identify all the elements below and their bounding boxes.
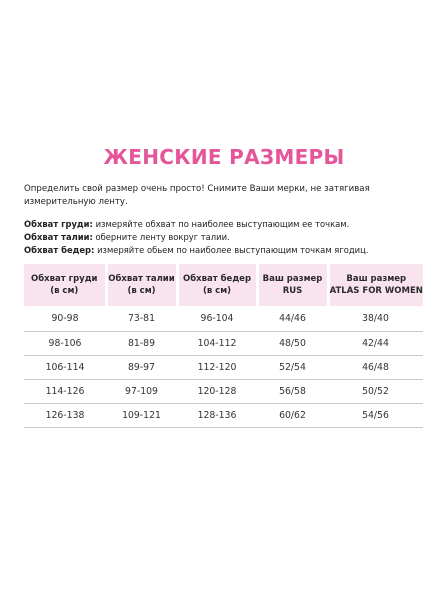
cell-waist: 73-81 <box>106 306 177 332</box>
instruction-text: измеряйте обьем по наиболее выступающим точкам ягодиц. <box>94 245 369 255</box>
cell-size-atlas: 50/52 <box>328 380 423 404</box>
cell-bust: 98-106 <box>24 332 106 356</box>
cell-hips: 104-112 <box>177 332 257 356</box>
page-title: ЖЕНСКИЕ РАЗМЕРЫ <box>103 145 345 169</box>
instruction-text: измеряйте обхват по наиболее выступающим ее точкам. <box>92 219 350 229</box>
cell-hips: 120-128 <box>177 380 257 404</box>
cell-size-atlas: 42/44 <box>328 332 423 356</box>
instruction-waist <box>24 231 434 244</box>
header-bust: Обхват груди (в см) <box>24 264 106 306</box>
size-table <box>24 264 423 428</box>
cell-waist: 89-97 <box>106 356 177 380</box>
instruction-text: оберните ленту вокруг талии. <box>92 232 230 242</box>
instruction-hips <box>24 244 434 257</box>
cell-bust: 114-126 <box>24 380 106 404</box>
header-waist: Обхват талии (в см) <box>106 264 177 306</box>
cell-hips: 96-104 <box>177 306 257 332</box>
intro-text: Определить свой размер очень просто! Снимите Ваши мерки, не затягивая измерительную ленту. <box>24 184 370 207</box>
cell-size-atlas: 38/40 <box>328 306 423 332</box>
table-header-row <box>24 264 423 306</box>
header-size-rus: Ваш размер RUS <box>257 264 328 306</box>
cell-waist: 81-89 <box>106 332 177 356</box>
cell-hips: 112-120 <box>177 356 257 380</box>
cell-size-atlas: 54/56 <box>328 404 423 428</box>
cell-bust: 90-98 <box>24 306 106 332</box>
cell-size-rus: 60/62 <box>257 404 328 428</box>
cell-size-rus: 44/46 <box>257 306 328 332</box>
cell-size-rus: 52/54 <box>257 356 328 380</box>
instruction-bust <box>24 218 434 231</box>
measurement-instructions <box>24 218 434 257</box>
cell-size-atlas: 46/48 <box>328 356 423 380</box>
cell-waist: 109-121 <box>106 404 177 428</box>
table-row <box>24 306 423 332</box>
table-row <box>24 332 423 356</box>
instruction-label: Обхват груди: <box>24 219 93 229</box>
cell-size-rus: 56/58 <box>257 380 328 404</box>
table-row <box>24 356 423 380</box>
cell-waist: 97-109 <box>106 380 177 404</box>
cell-bust: 126-138 <box>24 404 106 428</box>
table-row <box>24 380 423 404</box>
cell-bust: 106-114 <box>24 356 106 380</box>
header-size-atlas: Ваш размер ATLAS FOR WOMEN <box>328 264 423 306</box>
table-row <box>24 404 423 428</box>
cell-hips: 128-136 <box>177 404 257 428</box>
cell-size-rus: 48/50 <box>257 332 328 356</box>
instruction-label: Обхват бедер: <box>24 245 95 255</box>
instruction-label: Обхват талии: <box>24 232 93 242</box>
header-hips: Обхват бедер (в см) <box>177 264 257 306</box>
